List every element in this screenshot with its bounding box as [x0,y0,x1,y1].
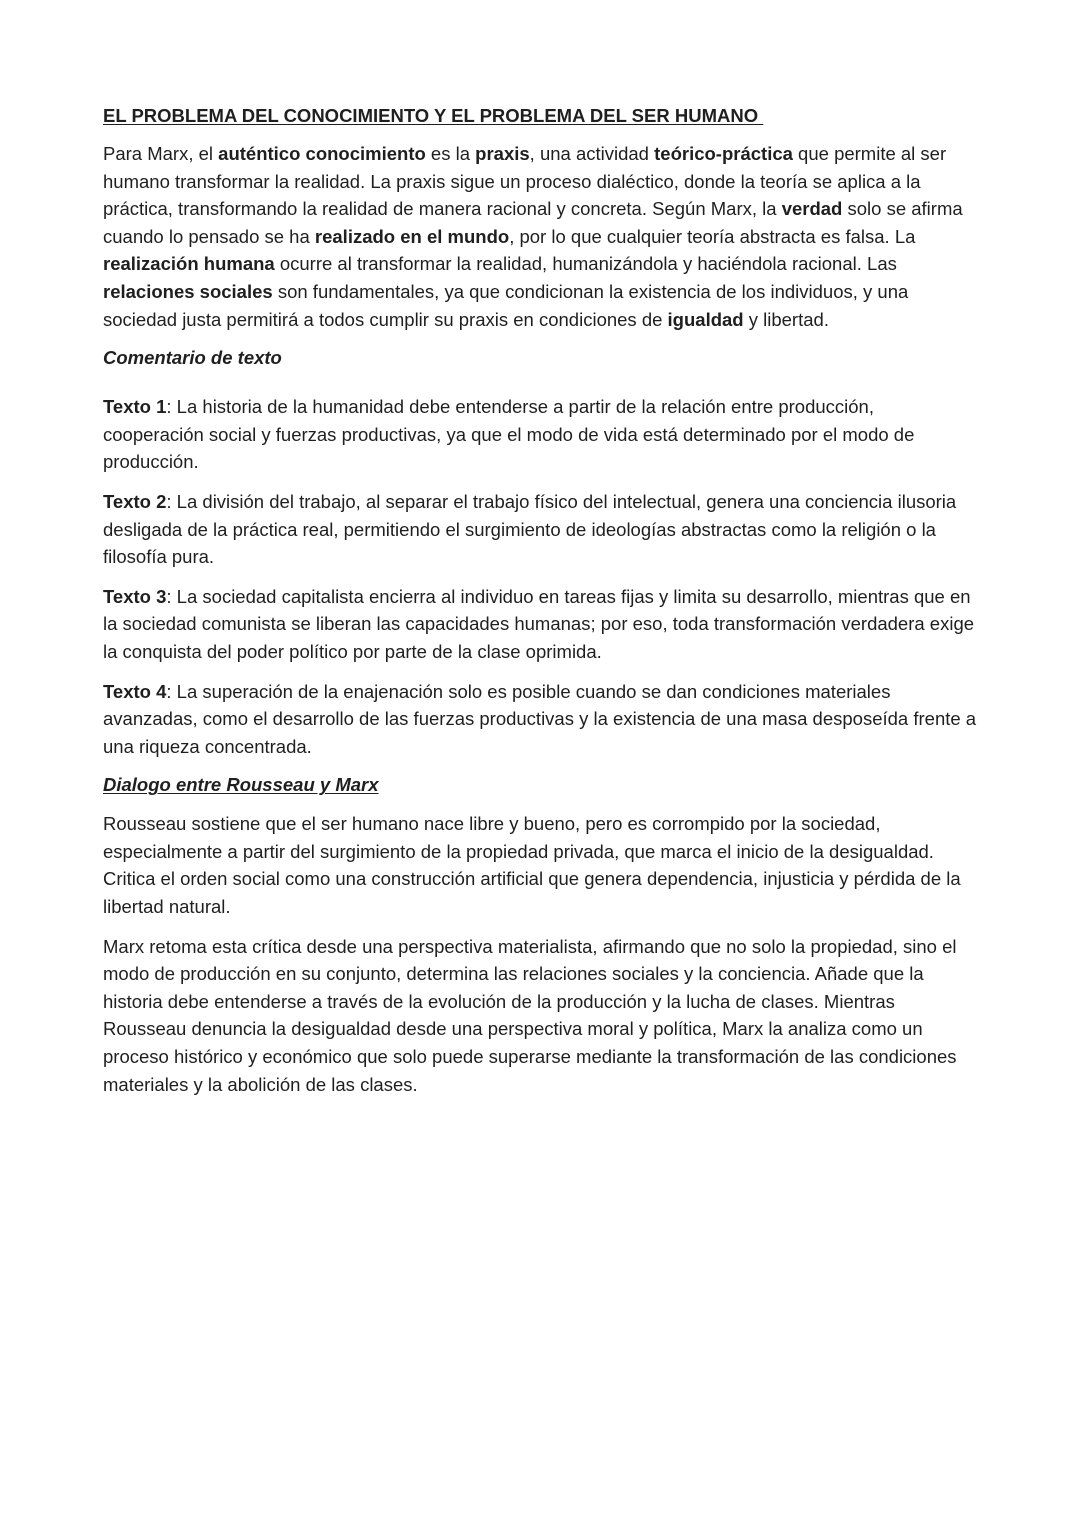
texto-label: Texto 3 [103,585,167,607]
intro-text: solo se afirma cuando lo pensado se ha [103,198,963,247]
intro-text: son fundamentales, ya que condicionan la existencia de los individuos, y una sociedad justa permitirá a todos cumplir su praxis en condiciones de [103,280,909,330]
intro-text: que permite al ser humano transformar la realidad. La praxis sigue un proceso dialéctico, donde la teoría se aplica a la práctica, transformando la realidad de manera racional y concreta. Según Marx, la [103,143,947,220]
intro-text: y libertad. [743,308,829,330]
texto-body: : La historia de la humanidad debe entenderse a partir de la relación entre producción, cooperación social y fuerzas productivas, ya que el modo de vida está determinado por el modo de producción. [103,396,915,473]
texto-body: : La superación de la enajenación solo es posible cuando se dan condiciones materiales avanzadas, como el desarrollo de las fuerzas productivas y la existencia de una masa desposeída frente a una riqueza concentrada. [103,680,977,757]
intro-bold: relaciones sociales [103,280,273,302]
intro-text: ocurre al transformar la realidad, humanizándola y haciéndola racional. Las [274,253,897,275]
texto-label: Texto 1 [103,396,167,418]
document-page [103,103,978,1110]
texto-1-paragraph [103,393,978,476]
intro-bold: igualdad [667,308,744,330]
intro-bold: verdad [781,198,843,220]
texto-3-paragraph [103,583,978,666]
dialogo-heading: Dialogo entre Rousseau y Marx [103,774,379,796]
texto-body: : La división del trabajo, al separar el trabajo físico del intelectual, genera una conciencia ilusoria desligada de la práctica real, permitiendo el surgimiento de ideologías abstractas como la religión o la filosofía pura. [103,490,957,568]
texto-2-paragraph [103,488,978,571]
dialogo-paragraph-marx: Marx retoma esta crítica desde una perspectiva materialista, afirmando que no solo la propiedad, sino el modo de producción en su conjunto, determina las relaciones sociales y la conciencia. Añade que la historia debe entenderse a través de la evolución de la producción y la lucha de clases. Mientras Rousseau denuncia la desigualdad desde una perspectiva moral y política, Marx la analiza como un proceso histórico y económico que solo puede superarse mediante la transformación de las condiciones materiales y la abolición de las clases. [103,935,957,1095]
texto-body: : La sociedad capitalista encierra al individuo en tareas fijas y limita su desarrollo, mientras que en la sociedad comunista se liberan las capacidades humanas; por eso, toda transformación verdadera exige la conquista del poder político por parte de la clase oprimida. [103,585,975,662]
intro-bold: praxis [475,143,530,164]
intro-text: es la [425,143,476,164]
texto-label: Texto 2 [103,490,167,512]
intro-bold: realización humana [103,253,275,275]
intro-text: Para Marx, el [103,143,219,164]
intro-bold: teórico-práctica [654,143,793,164]
document-title: EL PROBLEMA DEL CONOCIMIENTO Y EL PROBLEMA DEL SER HUMANO [103,105,764,126]
texto-4-paragraph [103,678,978,761]
intro-paragraph [103,140,978,333]
intro-text: , por lo que cualquier teoría abstracta es falsa. La [509,225,916,247]
intro-text: , una actividad [529,143,655,164]
intro-bold: auténtico conocimiento [218,143,426,164]
intro-bold: realizado en el mundo [314,225,510,247]
texto-label: Texto 4 [103,680,167,702]
dialogo-paragraph-rousseau: Rousseau sostiene que el ser humano nace libre y bueno, pero es corrompido por la sociedad, especialmente a partir del surgimiento de la propiedad privada, que marca el inicio de la desigualdad. Critica el orden social como una construcción artificial que genera dependencia, injusticia y pérdida de la libertad natural. [103,813,961,918]
comentario-heading: Comentario de texto [103,347,282,369]
